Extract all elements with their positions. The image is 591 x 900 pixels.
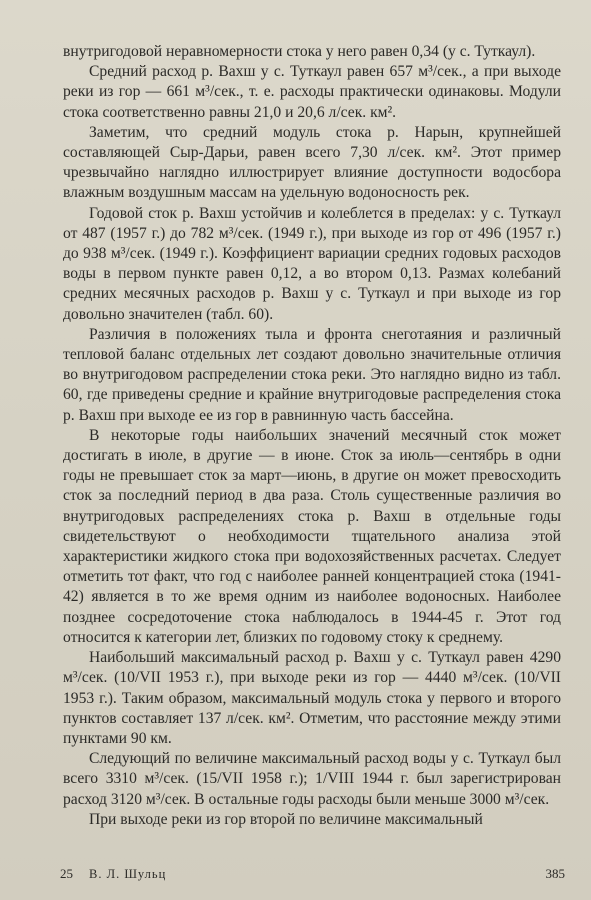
page-number: 385 bbox=[545, 866, 565, 881]
paragraph-6: В некоторые годы наибольших значений месячный сток может достигать в июле, в другие — в июне. Сток за июль—сентябрь в одни годы не превышает сток за март—июнь, в другие он может превосходить сток за последний период в два раза. Столь существенные различия во внутригодовых распределениях стока р. Вахш в отдельные годы свидетельствуют о необходимости тщательного анализа этой характеристики жидкого стока при водохозяйственных расчетах. Следует отметить тот факт, что год с наиболее ранней концентрацией стока (1941-42) является в то же время одним из наиболее водоносных. Наиболее позднее сосредоточение стока наблюдалось в 1944-45 г. Этот год относится к категории лет, близких по годовому стоку к среднему. bbox=[63, 426, 561, 646]
paragraph-3: Заметим, что средний модуль стока р. Нарын, крупнейшей составляющей Сыр-Дарьи, равен всего 7,30 л/сек. км². Этот пример чрезвычайно наглядно иллюстрирует влияние доступности водосбора влажным воздушным массам на удельную водоносность рек. bbox=[63, 123, 561, 202]
paragraph-1: внутригодовой неравномерности стока у него равен 0,34 (у с. Туткаул). bbox=[63, 43, 536, 60]
paragraph-9: При выходе реки из гор второй по величине максимальный bbox=[89, 810, 483, 828]
page-footer bbox=[60, 866, 565, 882]
signature-author: В. Л. Шульц bbox=[89, 867, 167, 881]
paragraph-4: Годовой сток р. Вахш устойчив и колеблется в пределах: у с. Туткаул от 487 (1957 г.) до 782 м³/сек. (1949 г.), при выходе из гор от 496 (1957 г.) до 938 м³/сек. (1949 г.). Коэффициент вариации средних годовых расходов воды в первом пункте равен 0,12, а во втором 0,13. Размах колебаний средних месячных расходов р. Вахш у с. Туткаул и при выходе из гор довольно значителен (табл. 60). bbox=[63, 204, 561, 323]
paragraph-7: Наибольший максимальный расход р. Вахш у с. Туткаул равен 4290 м³/сек. (10/VII 1953 г.), при выходе реки из гор — 4440 м³/сек. (10/VII 1953 г.). Таким образом, максимальный модуль стока у первого и второго пунктов составляет 137 л/сек. км². Отметим, что расстояние между этими пунктами 90 км. bbox=[63, 649, 561, 747]
paragraph-5: Различия в положениях тыла и фронта снеготаяния и различный тепловой баланс отдельных лет создают довольно значительные отличия во внутригодовом распределении стока реки. Это наглядно видно из табл. 60, где приведены средние и крайние внутригодовые распределения стока р. Вахш при выходе ее из гор в равнинную часть бассейна. bbox=[63, 325, 561, 424]
signature-number: 25 bbox=[60, 866, 73, 881]
paragraph-2: Средний расход р. Вахш у с. Туткаул равен 657 м³/сек., а при выходе реки из гор — 661 м³/сек., т. е. расходы практически одинаковы. Модули стока соответственно равны 21,0 и 20,6 л/сек. км². bbox=[63, 63, 561, 121]
paragraph-8: Следующий по величине максимальный расход воды у с. Туткаул был всего 3310 м³/сек. (15/VII 1958 г.); 1/VIII 1944 г. был зарегистрирован расход 3120 м³/сек. В остальные годы расходы были меньше 3000 м³/сек. bbox=[63, 750, 561, 808]
body-text bbox=[63, 42, 561, 830]
